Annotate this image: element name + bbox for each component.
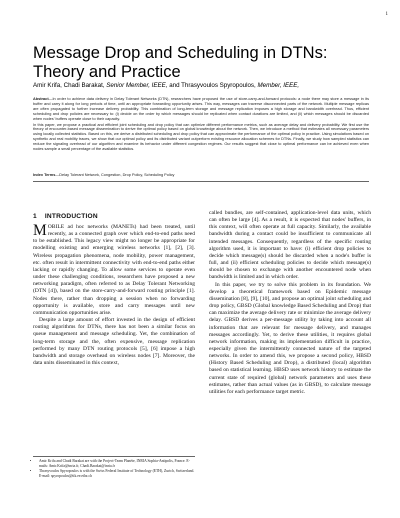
author-role-2: Member, IEEE, xyxy=(257,82,300,89)
page-number: 1 xyxy=(385,12,388,17)
index-terms xyxy=(33,173,369,178)
right-paragraph-2: In this paper, we try to solve this problem in its foundation. We develop a theoretical framework based on Epidemic message dissemination [8], [9], [10], and propose an optimal joint scheduling and drop policy, GBSD (Global knowledge Based Scheduling and Drop) that can maximize the average delivery rate or minimize the average delivery delay. GBSD derives a per-message utility by taking into account all information that are relevant for message delivery, and manages messages accordingly. Yet, to derive these utilities, it requires global network information, making its implementation difficult in practice, especially given the intermittently connected nature of the targeted networks. In order to amend this, we propose a second policy, HBSD (History Based Scheduling and Drop), a distributed (local) algorithm based on statistical learning. HBSD uses network history to estimate the current state of required (global) network parameters and uses these estimates, rather than actual values (as in GBSD), to calculate message utilities for each performance target metric. xyxy=(209,281,371,395)
section-title: INTRODUCTION xyxy=(44,213,98,220)
right-column xyxy=(209,210,371,396)
intro-paragraph-1 xyxy=(33,224,195,317)
author-names-2: and Thrasyvoulos Spyropoulos, xyxy=(167,82,258,89)
abstract xyxy=(33,97,369,153)
drop-cap: M xyxy=(33,222,47,239)
footnotes xyxy=(33,456,195,479)
left-column xyxy=(33,212,195,367)
abstract-label: Abstract xyxy=(33,97,49,101)
abstract-paragraph-1 xyxy=(33,97,369,122)
right-paragraph-1: called bundles, are self-contained, application-level data units, which can often be large [4]. As a result, it is expected that nodes' buffers, in this context, will often operate at full capacity. Similarly, the available bandwidth during a contact could be insufficient to communicate all intended messages. Consequently, regardless of the specific routing algorithm used, it is important to have: (i) efficient drop policies to decide which message(s) should be discarded when a node's buffer is full, and (ii) efficient scheduling policies to decide which message(s) should be chosen to exchange with another encountered node when bandwidth is limited and in which order. xyxy=(209,210,371,281)
intro-paragraph-2: Despite a large amount of effort invested in the design of efficient routing algorithms for DTNs, there has not been a similar focus on queue management and message scheduling. Yet, the combination of long-term storage and the, often expensive, message replication performed by many DTN routing protocols [5], [6] impose a high bandwidth and storage overhead on wireless nodes [7]. Moreover, the data units disseminated in this context, xyxy=(33,317,195,366)
index-terms-label: Index Terms xyxy=(33,173,56,177)
footnote-affiliation-1: • Amir Krifa and Chadi Barakat are with the Project-Team Planète, INRIA Sophia-Antipolis, France. E-mails: Amir.Krifa@inria.fr, Chadi.Barakat@inria.fr xyxy=(39,459,195,468)
section-number: 1 xyxy=(33,213,37,220)
abstract-text-1: —In order to achieve data delivery in Delay Tolerant Networks (DTN), researchers have proposed the use of store-carry-and-forward protocols: a node there may store a message in its buffer and carry it along for long periods of time, until an appropriate forwarding opportunity arises. This way, messages can traverse disconnected parts of the network. Multiple message replicas are often propagated to further increase delivery probability. This combination of long-term storage and message replication imposes a high storage and bandwidth overhead. Thus, efficient scheduling and drop policies are necessary to: (i) decide on the order by which messages should be replicated when contact durations are limited, and (ii) which messages should be discarded when nodes' buffers operate close to their capacity. xyxy=(33,97,369,121)
section-heading xyxy=(33,212,195,221)
footnote-affiliation-2: • Thrasyvoulos Spyropoulos is with the Swiss Federal Institute of Technology (ETH), Zurich, Switzerland. E-mail: spyropoulos@tik.ee.ethz.ch xyxy=(39,469,195,478)
author-names-1: Amir Krifa, Chadi Barakat, xyxy=(33,82,107,89)
author-role-1: Senior Member, IEEE, xyxy=(106,82,168,89)
intro-text-1: ad hoc networks (MANETs) had been treated, until recently, as a connected graph over which end-to-end paths need to be established. This legacy view might no longer be appropriate for modelling existing and emerging wireless networks [1], [2], [3]. Wireless propagation phenomena, node mobility, power management, etc. often result in intermittent connectivity with end-to-end paths either lacking or rapidly changing. To allow some services to operate even under these challenging conditions, researchers have proposed a new networking paradigm, often referred to as Delay Tolerant Networking (DTN [4]), based on the store-carry-and-forward routing principle [1]. Nodes there, rather than dropping a session when no forwarding opportunity is available, store and carry messages until new communication opportunities arise. xyxy=(33,224,195,316)
index-terms-text: —Delay Tolerant Network, Congestion, Drop Policy, Scheduling Policy xyxy=(55,173,175,177)
author-line xyxy=(33,82,373,90)
intro-smallcaps: OBILE xyxy=(47,224,65,230)
paper-title: Message Drop and Scheduling in DTNs: Theory and Practice xyxy=(33,44,328,81)
abstract-paragraph-2: In this paper, we propose a practical and efficient joint scheduling and drop policy that can optimize different performance metrics, such as average delay and delivery probability. We first use the theory of encounter-based message dissemination to derive the optimal policy based on global knowledge about the network. Then, we introduce a method that estimates all necessary parameters using locally collected statistics. Based on this, we derive a distributed scheduling and drop policy that can approximate the performance of the optimal policy in practice. Using simulations based on synthetic and real mobility traces, we show that our optimal policy and its distributed variant outperform existing resource allocation schemes for DTNs. Finally, we study how sampled statistics can reduce the signaling overhead of our algorithm and examine its behavior under different congestion regimes. Our results suggest that close to optimal performance can be achieved even when nodes sample a small percentage of the available statistics. xyxy=(33,122,369,152)
header-divider xyxy=(33,181,369,182)
